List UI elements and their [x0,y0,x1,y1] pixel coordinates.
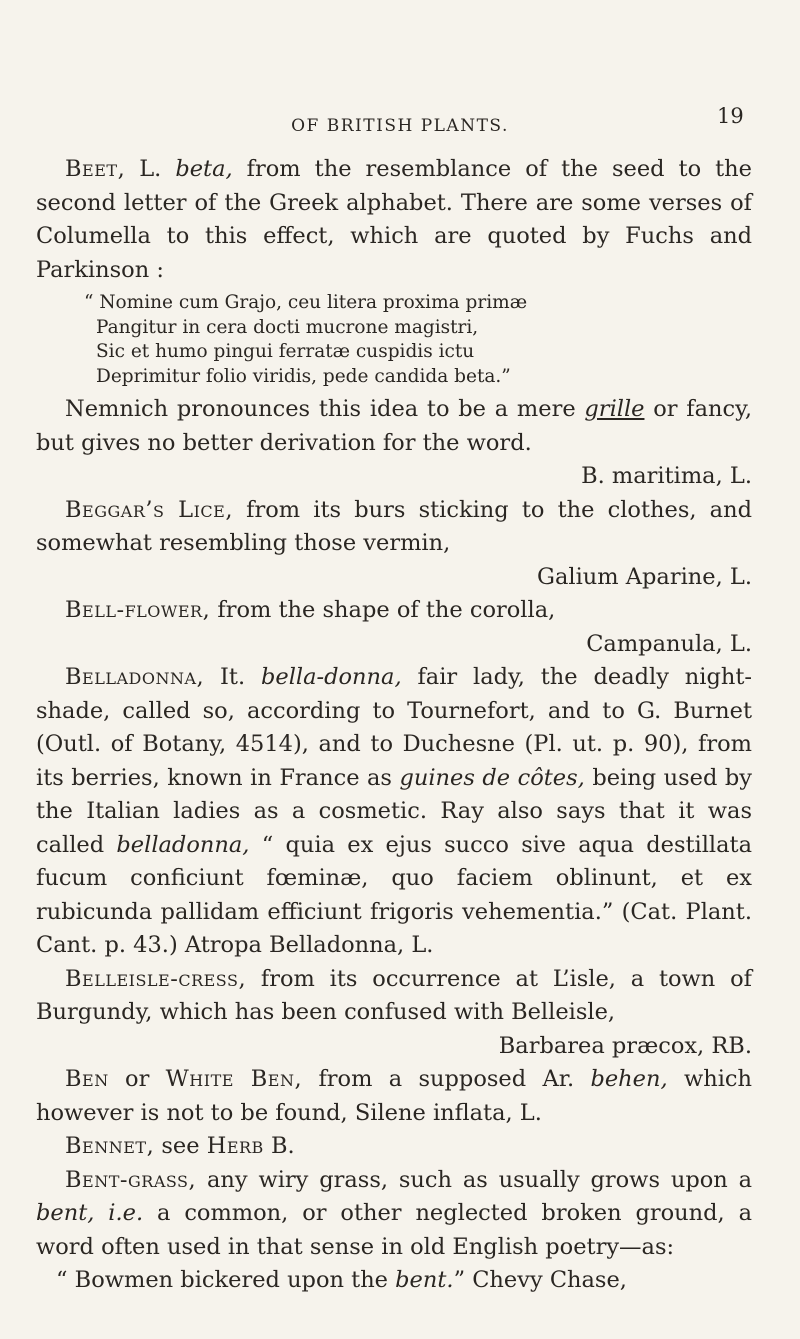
latin-name: Barbarea præcox, RB. [498,1032,752,1059]
entry-term: Bent-grass, [65,1166,197,1193]
quote-line: Pangitur in cera docti mucrone magistri, [96,316,479,338]
latin-name: Atropa Belladonna, L. [184,932,434,958]
cross-reference: Herb [206,1133,264,1159]
entry-term: Belleisle-cress, [65,965,247,992]
latin-name: Silene inflata, L. [354,1099,542,1126]
quote-line: “ Bowmen bickered upon the [56,1267,396,1293]
entry-beggars-lice: Beggar’s Lice, from its burs sticking to the clothes, and somewhat resembling those vermin, Galium Aparine, L. [36,494,752,595]
entry-bent-grass: Bent-grass, any wiry grass, such as usually grows upon a bent, i.e. a common, or other neglected broken ground, a word often used in that sense in old English poetry—as: “ Bowmen bickered upon the bent.” Chevy Chase, [36,1166,752,1293]
quote-line: Sic et humo pingui ferratæ cuspidis ictu [96,341,475,362]
entry-beet: Beet, L. beta, from the resemblance of the seed to the second letter of the Greek alphabet. There are some verses of Columella to this effect, which are quoted by Fuchs and Parkinson : [36,156,752,283]
entry-belladonna: Belladonna, It. bella-donna, fair lady, the deadly night-shade, called so, according to Tournefort, and to G. Burnet (Outl. of Botany, 4514), and to Duchesne (Pl. ut. p. 90), from its berries, known in France as guines de côtes, being used by the Italian ladies as a cosmetic. Ray also says that it was called belladonna, “ quia ex ejus succo sive aqua destillata fucum conficiunt fœminæ, quo faciem oblinunt, et ex rubicunda pallidam efficiunt frigoris vehementia.” (Cat. Plant. Cant. p. 43.) Atropa Belladonna, L. [36,664,753,958]
entry-term: Beggar’s Lice, [65,496,233,523]
running-title: OF BRITISH PLANTS. [291,116,509,136]
latin-name: Campanula, L. [586,630,752,657]
entry-ben: Ben or White Ben, from a supposed Ar. behen, which however is not to be found, Silene inflata, L. [36,1066,753,1126]
entry-term: Bennet, [65,1133,155,1159]
quote-line: Deprimitur folio viridis, pede candida beta.” [96,365,511,387]
entry-term: Bell-flower, [65,597,211,623]
entry-term: White Ben, [165,1066,303,1092]
page-number: 19 [717,104,744,128]
entry-belleisle-cress: Belleisle-cress, from its occurrence at L’isle, a town of Burgundy, which has been confused with Belleisle, Barbarea præcox, RB. [36,963,752,1064]
latin-name: B. maritima, L. [581,463,752,489]
entry-bell-flower: Bell-flower, from the shape of the corolla, Campanula, L. [36,594,752,661]
entry-bennet: Bennet, see Herb B. [65,1133,295,1159]
entry-term: Beet, [65,156,126,182]
quote-line: “ Nomine cum Grajo, ceu litera proxima primæ [84,292,528,313]
latin-name: Galium Aparine, L. [537,563,752,590]
columella-quote [84,291,752,389]
entry-term: Ben [65,1066,109,1092]
entry-term: Belladonna, [65,664,205,690]
page-body [36,153,752,1298]
nemnich-paragraph: Nemnich pronounces this idea to be a mere grille or fancy, but gives no better derivation for the word. B. maritima, L. [36,393,752,494]
